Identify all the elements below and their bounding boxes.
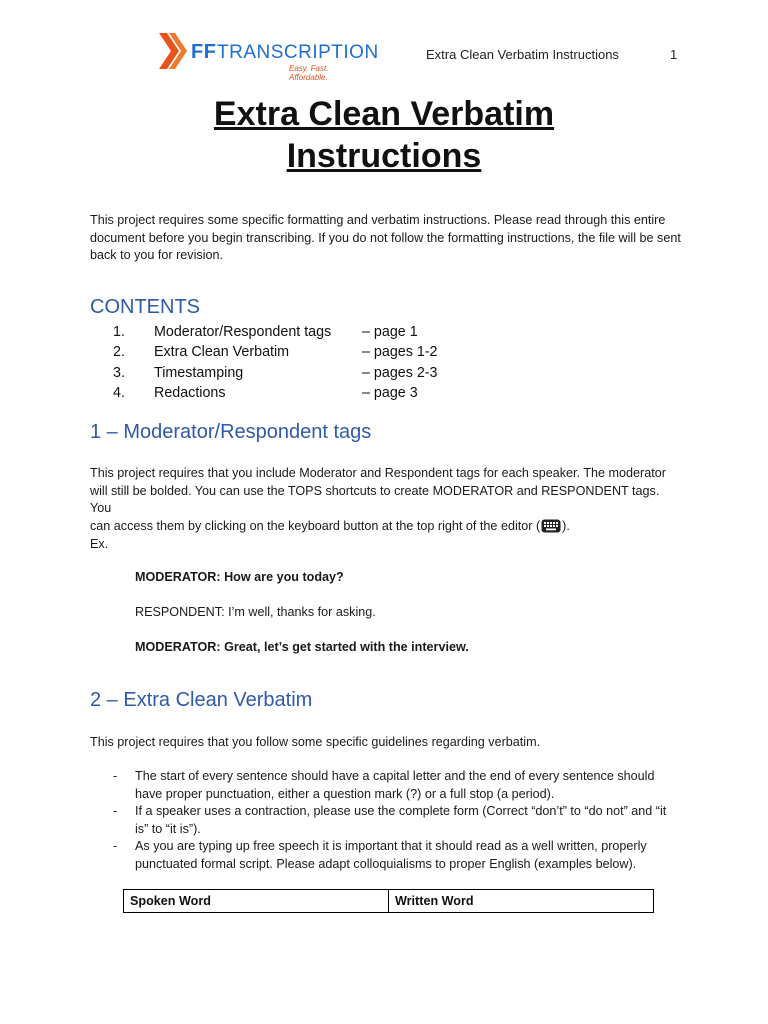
table-header-written-word: Written Word bbox=[389, 890, 654, 913]
ff-transcription-logo bbox=[157, 33, 379, 82]
page-number: 1 bbox=[670, 47, 678, 62]
toc-item-page: – page 1 bbox=[362, 324, 418, 340]
toc-item-label: Extra Clean Verbatim bbox=[154, 344, 290, 361]
toc-item-page: – pages 2-3 bbox=[362, 364, 438, 381]
logo-ff-text: FF bbox=[191, 41, 217, 63]
list-item-text: If a speaker uses a contraction, please use the complete form (Correct “don’t” to “do not” and “it is” to “it is”). bbox=[135, 804, 667, 836]
spoken-written-table bbox=[123, 889, 654, 913]
section1-paragraph bbox=[90, 465, 682, 535]
example-moderator-line: MODERATOR: Great, let’s get started with the interview. bbox=[135, 640, 469, 654]
section2-intro: This project requires that you follow some specific guidelines regarding verbatim. bbox=[90, 735, 541, 749]
document-title bbox=[90, 93, 678, 177]
section2-heading: 2 – Extra Clean Verbatim bbox=[90, 689, 313, 711]
bullet-marker: - bbox=[113, 769, 118, 783]
list-item-text: The start of every sentence should have a capital letter and the end of every sentence should have proper punctuation, either a question mark (?) or a full stop (a period). bbox=[135, 769, 655, 801]
document-title-line1: Extra Clean Verbatim bbox=[213, 95, 555, 133]
list-item-text: As you are typing up free speech it is important that it should read as a well written, properly punctuated formal script. Please adapt colloquialisms to proper English (examples below). bbox=[135, 839, 647, 871]
section1-line-text: can access them by clicking on the keyboard button at the top right of the editor ( bbox=[90, 518, 541, 533]
document-title-line2: Instructions bbox=[286, 137, 482, 175]
bullet-marker: - bbox=[113, 804, 118, 818]
toc-item-page: – page 3 bbox=[362, 384, 418, 401]
list-item bbox=[113, 768, 683, 803]
toc-item-label: Redactions bbox=[154, 384, 226, 401]
table-header-row bbox=[124, 890, 654, 913]
bullet-marker: - bbox=[113, 839, 118, 853]
contents-heading: CONTENTS bbox=[90, 296, 200, 318]
toc-item bbox=[113, 344, 453, 364]
toc-item bbox=[113, 385, 453, 405]
section1-line-text-end: ). bbox=[562, 518, 570, 533]
keyboard-icon bbox=[541, 519, 561, 533]
table-of-contents bbox=[113, 324, 453, 405]
toc-item-number: 4. bbox=[113, 384, 125, 401]
example-label: Ex. bbox=[90, 537, 109, 551]
list-item bbox=[113, 803, 683, 838]
toc-item bbox=[113, 365, 453, 385]
toc-item bbox=[113, 324, 453, 344]
example-respondent-line: RESPONDENT: I’m well, thanks for asking. bbox=[135, 605, 376, 619]
section1-heading: 1 – Moderator/Respondent tags bbox=[90, 421, 372, 443]
running-header-title: Extra Clean Verbatim Instructions bbox=[426, 47, 619, 62]
section1-line: This project requires that you include Moderator and Respondent tags for each speaker. The moderator bbox=[90, 466, 666, 480]
chevron-logo-icon bbox=[157, 33, 187, 69]
table-header-spoken-word: Spoken Word bbox=[124, 890, 389, 913]
list-item bbox=[113, 838, 683, 873]
toc-item-page: – pages 1-2 bbox=[362, 344, 438, 361]
logo-transcription-text: TRANSCRIPTION bbox=[217, 42, 379, 63]
verbatim-guidelines-list bbox=[113, 768, 683, 873]
toc-item-number: 1. bbox=[113, 324, 125, 340]
logo-tagline: Easy. Fast. Affordable. bbox=[289, 64, 329, 82]
intro-paragraph: This project requires some specific formatting and verbatim instructions. Please read through this entire document before you begin transcribing. If you do not follow the formatting instructions, the file will be sent back to you for revision. bbox=[90, 213, 681, 262]
toc-item-label: Timestamping bbox=[154, 364, 244, 381]
toc-item-label: Moderator/Respondent tags bbox=[154, 324, 332, 340]
section1-line: will still be bolded. You can use the TOPS shortcuts to create MODERATOR and RESPONDENT tags. You bbox=[90, 483, 660, 515]
toc-item-number: 3. bbox=[113, 364, 125, 381]
toc-item-number: 2. bbox=[113, 344, 125, 361]
section1-line bbox=[90, 518, 682, 536]
example-moderator-line: MODERATOR: How are you today? bbox=[135, 570, 344, 584]
